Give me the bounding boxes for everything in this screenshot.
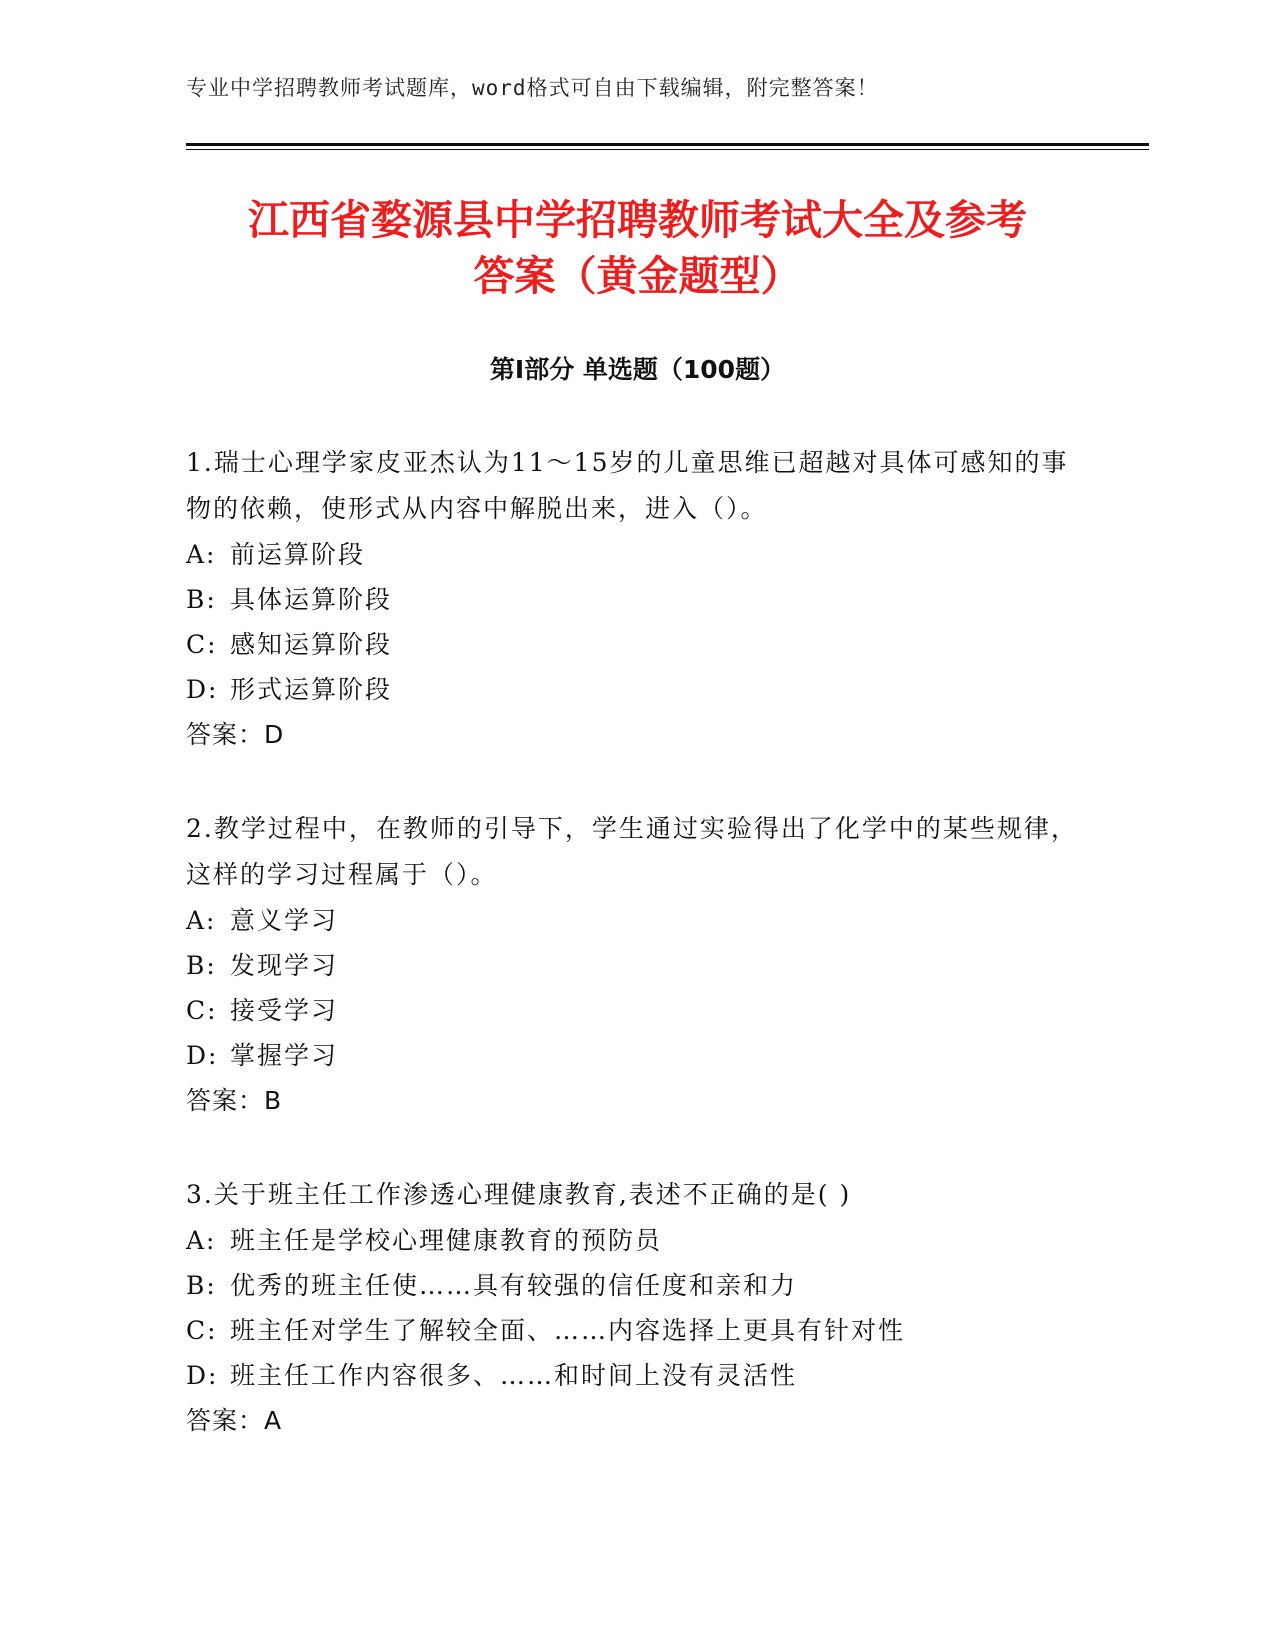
section-title: 第I部分 单选题（100题） bbox=[489, 355, 786, 384]
option-text: 感知运算阶段 bbox=[230, 630, 393, 659]
option-text: 具体运算阶段 bbox=[230, 585, 393, 614]
option-text: 班主任是学校心理健康教育的预防员 bbox=[230, 1226, 663, 1255]
question-3 bbox=[186, 1172, 1086, 1444]
answer-label: 答案：A bbox=[186, 1406, 283, 1435]
question-list bbox=[186, 440, 1086, 1492]
option-b bbox=[186, 1263, 1086, 1308]
option-b bbox=[186, 943, 1086, 988]
option-d bbox=[186, 667, 1086, 712]
option-c bbox=[186, 622, 1086, 667]
question-2 bbox=[186, 806, 1086, 1124]
option-letter: D: bbox=[186, 1041, 219, 1070]
option-letter: C: bbox=[186, 1316, 218, 1345]
option-letter: C: bbox=[186, 630, 218, 659]
option-letter: B: bbox=[186, 585, 217, 614]
option-text: 班主任工作内容很多、……和时间上没有灵活性 bbox=[230, 1361, 798, 1390]
option-d bbox=[186, 1033, 1086, 1078]
question-1 bbox=[186, 440, 1086, 758]
option-text: 发现学习 bbox=[230, 951, 339, 980]
question-stem: 1.瑞士心理学家皮亚杰认为11～15岁的儿童思维已超越对具体可感知的事物的依赖，使形式从内容中解脱出来，进入（）。 bbox=[186, 448, 1069, 523]
page-header: 专业中学招聘教师考试题库，word格式可自由下载编辑，附完整答案！ bbox=[186, 76, 879, 100]
header-rule-thin bbox=[186, 149, 1149, 150]
header-rule-thick bbox=[186, 143, 1149, 146]
question-stem: 2.教学过程中，在教师的引导下，学生通过实验得出了化学中的某些规律，这样的学习过程属于（）。 bbox=[186, 814, 1078, 889]
option-letter: C: bbox=[186, 996, 218, 1025]
option-text: 意义学习 bbox=[230, 906, 339, 935]
option-letter: A: bbox=[186, 1226, 217, 1255]
option-letter: D: bbox=[186, 675, 219, 704]
option-c bbox=[186, 988, 1086, 1033]
question-stem: 3.关于班主任工作渗透心理健康教育,表述不正确的是( ) bbox=[186, 1180, 852, 1209]
option-letter: A: bbox=[186, 906, 217, 935]
option-a bbox=[186, 898, 1086, 943]
option-text: 班主任对学生了解较全面、……内容选择上更具有针对性 bbox=[230, 1316, 906, 1345]
option-letter: B: bbox=[186, 951, 217, 980]
document-title-line-2: 答案（黄金题型） bbox=[473, 252, 802, 300]
option-text: 优秀的班主任使……具有较强的信任度和亲和力 bbox=[230, 1271, 798, 1300]
option-text: 掌握学习 bbox=[230, 1041, 339, 1070]
option-letter: A: bbox=[186, 540, 217, 569]
option-letter: B: bbox=[186, 1271, 217, 1300]
document-title bbox=[150, 192, 1125, 304]
document-title-line-1: 江西省婺源县中学招聘教师考试大全及参考 bbox=[248, 196, 1027, 244]
option-a bbox=[186, 1218, 1086, 1263]
answer-label: 答案：B bbox=[186, 1086, 283, 1115]
option-text: 前运算阶段 bbox=[230, 540, 366, 569]
option-c bbox=[186, 1308, 1086, 1353]
option-text: 接受学习 bbox=[230, 996, 339, 1025]
option-b bbox=[186, 577, 1086, 622]
option-a bbox=[186, 532, 1086, 577]
option-d bbox=[186, 1353, 1086, 1398]
answer-label: 答案：D bbox=[186, 720, 285, 749]
option-text: 形式运算阶段 bbox=[230, 675, 393, 704]
option-letter: D: bbox=[186, 1361, 219, 1390]
